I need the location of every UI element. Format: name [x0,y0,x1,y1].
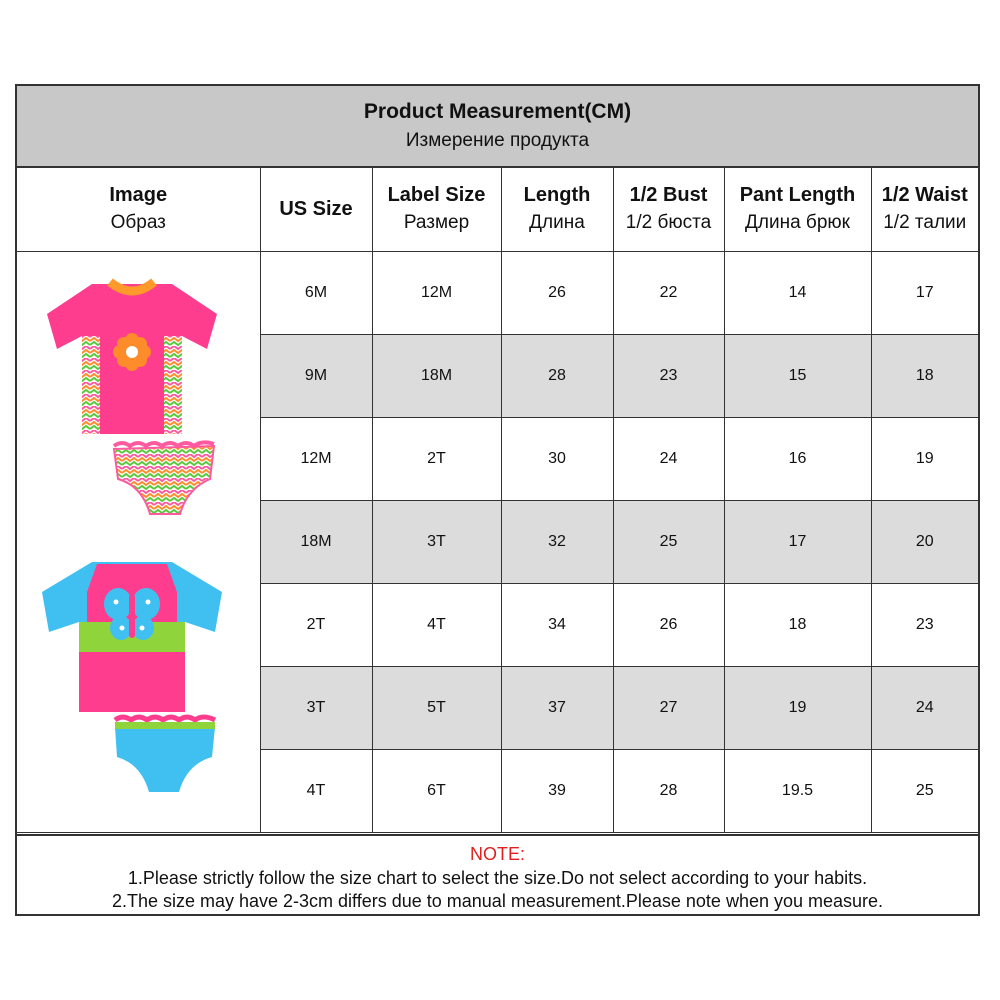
table-cell: 20 [871,500,978,583]
table-cell: 9M [260,334,372,417]
table-row [17,251,978,334]
table-cell: 16 [724,417,871,500]
image-cell [17,251,260,832]
table-cell: 24 [871,666,978,749]
table-cell: 4T [372,583,501,666]
header-label-size: Label Size Размер [372,168,501,251]
butterfly-swimsuit-set-image [37,552,227,802]
table-cell: 2T [260,583,372,666]
table-cell: 24 [613,417,724,500]
table-cell: 6M [260,251,372,334]
table-cell: 3T [372,500,501,583]
table-cell: 5T [372,666,501,749]
table-cell: 25 [871,749,978,832]
note-section [17,834,978,916]
note-line-1: 1.Please strictly follow the size chart to select the size.Do not select according to your habits. [127,868,868,888]
size-table [17,168,978,833]
table-cell: 19.5 [724,749,871,832]
table-cell: 28 [501,334,613,417]
chart-title [17,86,978,168]
header-row [17,168,978,251]
table-cell: 32 [501,500,613,583]
table-cell: 18 [871,334,978,417]
header-pant-length: Pant Length Длина брюк [724,168,871,251]
table-cell: 30 [501,417,613,500]
header-us-size: US Size [260,168,372,251]
table-cell: 19 [871,417,978,500]
header-length: Length Длина [501,168,613,251]
note-heading: NOTE: [469,844,525,864]
table-cell: 2T [372,417,501,500]
table-cell: 23 [613,334,724,417]
note-line-2: 2.The size may have 2-3cm differs due to manual measurement.Please note when you measure. [111,891,884,911]
table-cell: 23 [871,583,978,666]
table-cell: 26 [613,583,724,666]
table-cell: 19 [724,666,871,749]
table-cell: 34 [501,583,613,666]
table-cell: 3T [260,666,372,749]
table-cell: 28 [613,749,724,832]
table-cell: 17 [871,251,978,334]
table-cell: 26 [501,251,613,334]
table-cell: 39 [501,749,613,832]
header-image: Image Образ [17,168,260,251]
table-cell: 12M [372,251,501,334]
table-cell: 22 [613,251,724,334]
header-half-bust: 1/2 Bust 1/2 бюста [613,168,724,251]
title-english: Product Measurement(CM) [363,100,632,123]
table-cell: 18 [724,583,871,666]
title-russian: Измерение продукта [405,130,590,151]
table-cell: 37 [501,666,613,749]
table-cell: 18M [372,334,501,417]
table-cell: 4T [260,749,372,832]
size-chart [15,84,980,916]
table-cell: 27 [613,666,724,749]
table-cell: 12M [260,417,372,500]
table-cell: 18M [260,500,372,583]
pink-flower-swimsuit-set-image [42,274,222,524]
table-cell: 25 [613,500,724,583]
table-cell: 15 [724,334,871,417]
table-cell: 17 [724,500,871,583]
table-cell: 14 [724,251,871,334]
header-half-waist: 1/2 Waist 1/2 талии [871,168,978,251]
table-cell: 6T [372,749,501,832]
